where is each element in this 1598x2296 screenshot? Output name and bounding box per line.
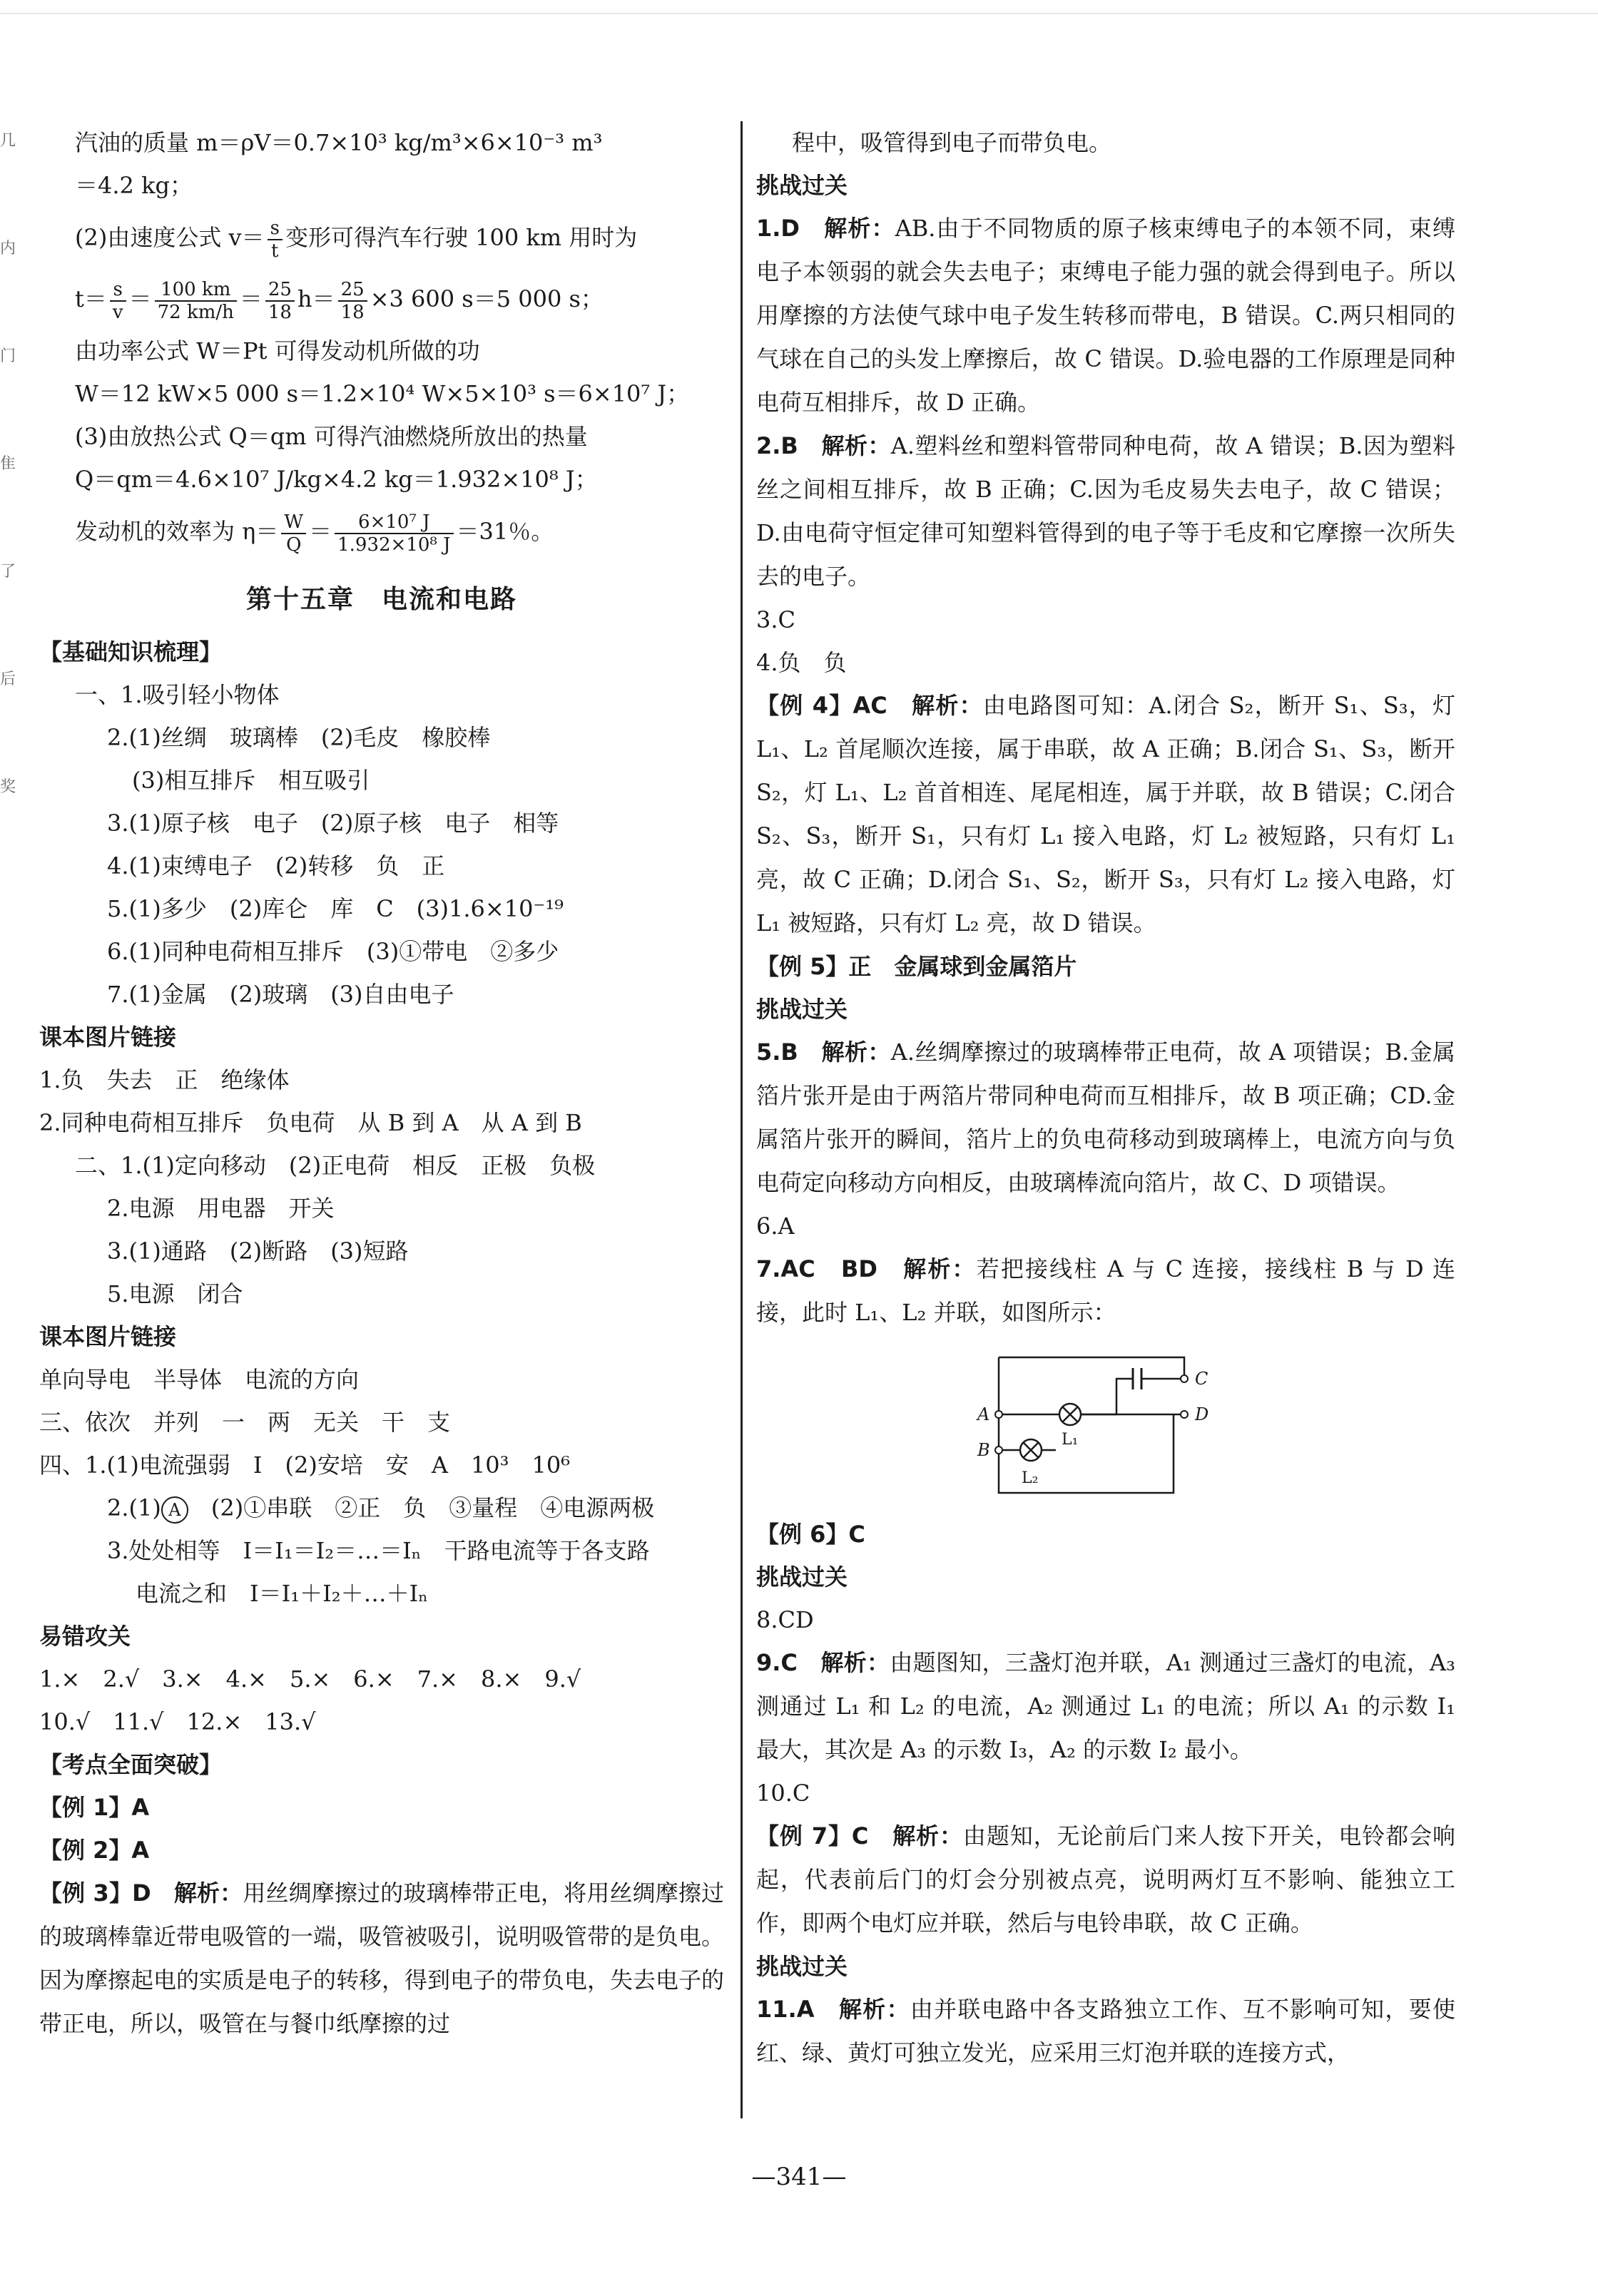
edge-fragment: 门 [0, 347, 16, 365]
answer-line: 7.(1)金属 (2)玻璃 (3)自由电子 [107, 981, 454, 1008]
fraction: $\frac{25}{18}$ [265, 279, 295, 323]
example-answer: 【例 6】C [756, 1521, 865, 1548]
answer-line: 10.C [756, 1780, 810, 1807]
answer-line: 10.√ 11.√ 12.× 13.√ [39, 1708, 316, 1735]
label-l2: L₂ [1022, 1469, 1039, 1487]
answer-explanation: 1.D 解析：AB.由于不同物质的原子核束缚电子的本领不同，束缚电子本领弱的就会失去电子；束缚电子能力强的就会得到电子。所以用摩擦的方法使气球中电子发生转移而带电，B 错误。C.两只相同的气球在自己的头发上摩擦后，故 C 错误。D.验电器的工作原理是同种电荷互相排斥，故 D 正确。 [756, 215, 1455, 416]
label-b: B [977, 1440, 990, 1460]
sub-heading: 课本图片链接 [39, 1323, 177, 1350]
column-divider [741, 121, 743, 2118]
answer-line: 3.(1)原子核 电子 (2)原子核 电子 相等 [107, 810, 559, 837]
page-number: —341— [751, 2163, 847, 2191]
text-line: W＝12 kW×5 000 s＝1.2×10⁴ W×5×10³ s＝6×10⁷ J； [75, 380, 690, 407]
text-line: 汽油的质量 m＝ρV＝0.7×10³ kg/m³×6×10⁻³ m³ [75, 129, 603, 156]
answer-line: 三、依次 并列 一 两 无关 干 支 [39, 1409, 451, 1436]
fraction: $\frac{100 km}{72 km/h}$ [155, 279, 237, 323]
example-explanation: 【例 4】AC 解析：由电路图可知：A.闭合 S₂，断开 S₁、S₃，灯 L₁、L₂ 首尾顺次连接，属于串联，故 A 正确；B.闭合 S₁、S₃，断开 S₂，灯 L₁、L₂ 首首相连、尾尾相连，属于并联，故 B 错误；C.闭合 S₂、S₃，断开 S₁，只有灯 L₁ 接入电路，灯 L₂ 被短路，只有灯 L₁ 亮，故 C 正确；D.闭合 S₁、S₂，断开 S₃，只有灯 L₂ 接入电路，灯 L₁ 被短路，只有灯 L₂ 亮，故 D 错误。 [756, 692, 1455, 937]
edge-fragment: 几 [0, 132, 16, 150]
formula-line: t＝ $\frac{s}{v}$ ＝ $\frac{100 km}{72 km/h}$ ＝ $\frac{25}{18}$ h＝ $\frac{25}{18}$ ×3 600 s＝5 000 s； [75, 278, 604, 323]
answer-line: 5.电源 闭合 [107, 1280, 243, 1307]
edge-fragment: 后 [0, 670, 16, 688]
answer-explanation: 7.AC BD 解析：若把接线柱 A 与 C 连接，接线柱 B 与 D 连接，此时 L₁、L₂ 并联，如图所示： [756, 1255, 1455, 1326]
edge-fragment: 奖 [0, 778, 16, 796]
answer-line: 2.(1)丝绸 玻璃棒 (2)毛皮 橡胶棒 [107, 724, 491, 751]
wire-to-capacitor [1081, 1379, 1133, 1414]
text-line: 由功率公式 W＝Pt 可得发动机所做的功 [75, 337, 480, 364]
label-a: A [977, 1404, 990, 1424]
text-line: ＝4.2 kg； [75, 172, 193, 199]
fraction: $\frac{25}{18}$ [338, 279, 367, 323]
answer-line: 1.负 失去 正 绝缘体 [39, 1066, 290, 1093]
fraction: $\frac{W}{Q}$ [281, 511, 306, 556]
answer-line: 1.× 2.√ 3.× 4.× 5.× 6.× 7.× 8.× 9.√ [39, 1665, 581, 1693]
left-column [39, 121, 724, 2046]
answer-explanation: 5.B 解析：A.丝绸摩擦过的玻璃棒带正电荷，故 A 项错误；B.金属箔片张开是由于两箔片带同种电荷而互相排斥，故 B 项正确；CD.金属箔片张开的瞬间，箔片上的负电荷移动到玻璃棒上，电流方向与负电荷定向移动方向相反，由玻璃棒流向箔片，故 C、D 项错误。 [756, 1039, 1455, 1196]
section-heading: 【考点全面突破】 [39, 1751, 223, 1778]
answer-line: 6.A [756, 1213, 795, 1240]
sub-heading: 课本图片链接 [39, 1024, 177, 1051]
text-line: 程中，吸管得到电子而带负电。 [792, 129, 1112, 156]
example-answer: 【例 2】A [39, 1837, 150, 1864]
text-line: (3)由放热公式 Q＝qm 可得汽油燃烧所放出的热量 [75, 423, 588, 450]
answer-line: 8.CD [756, 1606, 814, 1633]
answer-line: 2.(1) A (2)①串联 ②正 负 ③量程 ④电源两极 [39, 1486, 724, 1529]
label-l1: L₁ [1062, 1431, 1079, 1449]
ammeter-symbol: A [161, 1496, 188, 1524]
fraction: $\frac{s}{t}$ [268, 218, 283, 262]
answer-line: 5.(1)多少 (2)库仑 库 C (3)1.6×10⁻¹⁹ [107, 895, 564, 922]
example-answer: 【例 1】A [39, 1794, 150, 1821]
answer-line: 3.处处相等 I＝I₁＝I₂＝…＝Iₙ 干路电流等于各支路 [107, 1537, 650, 1564]
answer-line: 一、1.吸引轻小物体 [75, 681, 280, 708]
answer-line: 2.电源 用电器 开关 [107, 1195, 335, 1222]
sub-heading: 挑战过关 [756, 996, 848, 1023]
answer-line: 4.负 负 [756, 649, 847, 676]
terminal-a [995, 1411, 1002, 1418]
answer-explanation: 2.B 解析：A.塑料丝和塑料管带同种电荷，故 A 错误；B.因为塑料丝之间相互排斥，故 B 正确；C.因为毛皮易失去电子，故 C 错误；D.由电荷守恒定律可知塑料管得到的电子等于毛皮和它摩擦一次所失去的电子。 [756, 432, 1455, 590]
terminal-c [1181, 1375, 1188, 1382]
terminal-b [995, 1447, 1002, 1454]
example-explanation: 【例 3】D 解析：用丝绸摩擦过的玻璃棒带正电，将用丝绸摩擦过的玻璃棒靠近带电吸管的一端，吸管被吸引，说明吸管带的是负电。因为摩擦起电的实质是电子的转移，得到电子的带负电，失去电子的带正电，所以，吸管在与餐巾纸摩擦的过 [39, 1879, 725, 2037]
edge-fragment: 了 [0, 563, 16, 581]
answer-explanation: 9.C 解析：由题图知，三盏灯泡并联，A₁ 测通过三盏灯的电流，A₃ 测通过 L₁ 和 L₂ 的电流，A₂ 测通过 L₁ 的电流；所以 A₁ 的示数 I₁ 最大，其次是 A₃ 的示数 I₃，A₂ 的示数 I₂ 最小。 [756, 1649, 1455, 1763]
answer-line: 4.(1)束缚电子 (2)转移 负 正 [107, 852, 445, 879]
label-c: C [1195, 1369, 1208, 1389]
example-answer: 【例 5】正 金属球到金属箔片 [756, 953, 1077, 980]
edge-fragment: 内 [0, 240, 16, 257]
answer-line: 6.(1)同种电荷相互排斥 (3)①带电 ②多少 [107, 938, 559, 965]
circuit-diagram [970, 1343, 1241, 1507]
sub-heading: 挑战过关 [756, 1953, 848, 1980]
label-d: D [1195, 1404, 1209, 1424]
answer-explanation: 11.A 解析：由并联电路中各支路独立工作、互不影响可知，要使红、绿、黄灯可独立发光，应采用三灯泡并联的连接方式， [756, 1996, 1455, 2066]
example-explanation: 【例 7】C 解析：由题知，无论前后门来人按下开关，电铃都会响起，代表前后门的灯会分别被点亮，说明两灯互不影响、能独立工作，即两个电灯应并联，然后与电铃串联，故 C 正确。 [756, 1822, 1455, 1937]
wire-top [999, 1357, 1184, 1379]
fraction: $\frac{s}{v}$ [110, 279, 126, 323]
answer-line: 四、1.(1)电流强弱 I (2)安培 安 A 10³ 10⁶ [39, 1451, 571, 1479]
answer-line: 3.C [756, 606, 796, 633]
fraction: $\frac{\text{6×10⁷ J}}{\text{1.932×10⁸ J}}$ [335, 511, 453, 556]
answer-line: 3.(1)通路 (2)断路 (3)短路 [107, 1238, 409, 1265]
answer-line: 单向导电 半导体 电流的方向 [39, 1366, 360, 1393]
answer-line: 二、1.(1)定向移动 (2)正电荷 相反 正极 负极 [75, 1152, 596, 1179]
sub-heading: 挑战过关 [756, 1563, 848, 1591]
edge-fragment: 隹 [0, 455, 16, 473]
binding-edge-fragments [0, 128, 16, 882]
sub-heading: 挑战过关 [756, 172, 848, 199]
answer-line: 电流之和 I＝I₁＋I₂＋…＋Iₙ [136, 1580, 429, 1607]
sub-heading: 易错攻关 [39, 1623, 131, 1650]
right-column [756, 121, 1455, 2075]
chapter-title: 第十五章 电流和电路 [245, 585, 517, 614]
text-line: Q＝qm＝4.6×10⁷ J/kg×4.2 kg＝1.932×10⁸ J； [75, 466, 598, 493]
top-edge-line [0, 13, 1598, 14]
section-heading: 【基础知识梳理】 [39, 638, 223, 665]
answer-line: (3)相互排斥 相互吸引 [132, 767, 370, 794]
answer-line: 2.同种电荷相互排斥 负电荷 从 B 到 A 从 A 到 B [39, 1109, 582, 1136]
formula-line: (2)由速度公式 v＝ $\frac{s}{t}$ 变形可得汽车行驶 100 km 用时为 [75, 217, 638, 262]
formula-line: 发动机的效率为 η＝ $\frac{W}{Q}$ ＝ $\frac{\text{6×10⁷ J}}{\text{1.932×10⁸ J}}$ ＝31％。 [75, 511, 554, 556]
terminal-d [1181, 1411, 1188, 1418]
